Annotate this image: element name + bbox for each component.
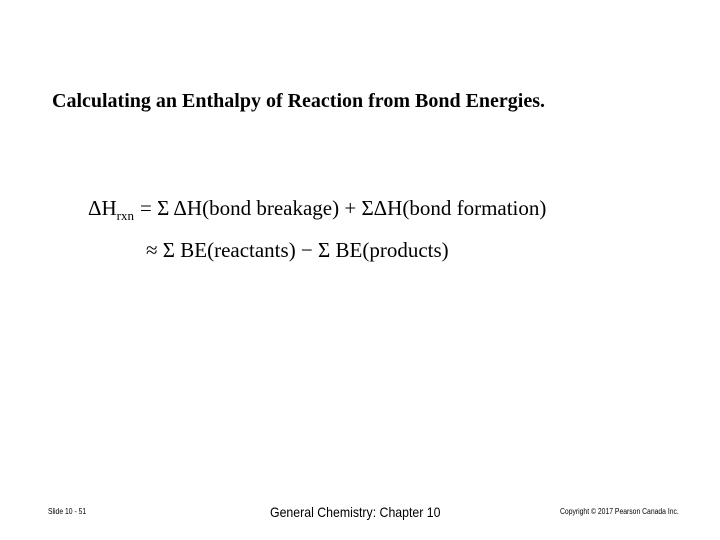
course-label: General Chemistry: Chapter 10 xyxy=(270,504,441,520)
equation-line-2: ≈ Σ BE(reactants) − Σ BE(products) xyxy=(146,238,449,262)
slide-title: Calculating an Enthalpy of Reaction from Bond Energies. xyxy=(52,90,545,112)
enthalpy-symbol: ΔH xyxy=(88,196,117,220)
slide-number: Slide 10 - 51 xyxy=(48,507,87,516)
enthalpy-subscript: rxn xyxy=(116,208,135,223)
copyright-notice: Copyright © 2017 Pearson Canada Inc. xyxy=(560,507,679,516)
equation-rhs: = Σ ΔH(bond breakage) + ΣΔH(bond formation) xyxy=(140,196,547,220)
equation-line-1 xyxy=(88,196,546,221)
